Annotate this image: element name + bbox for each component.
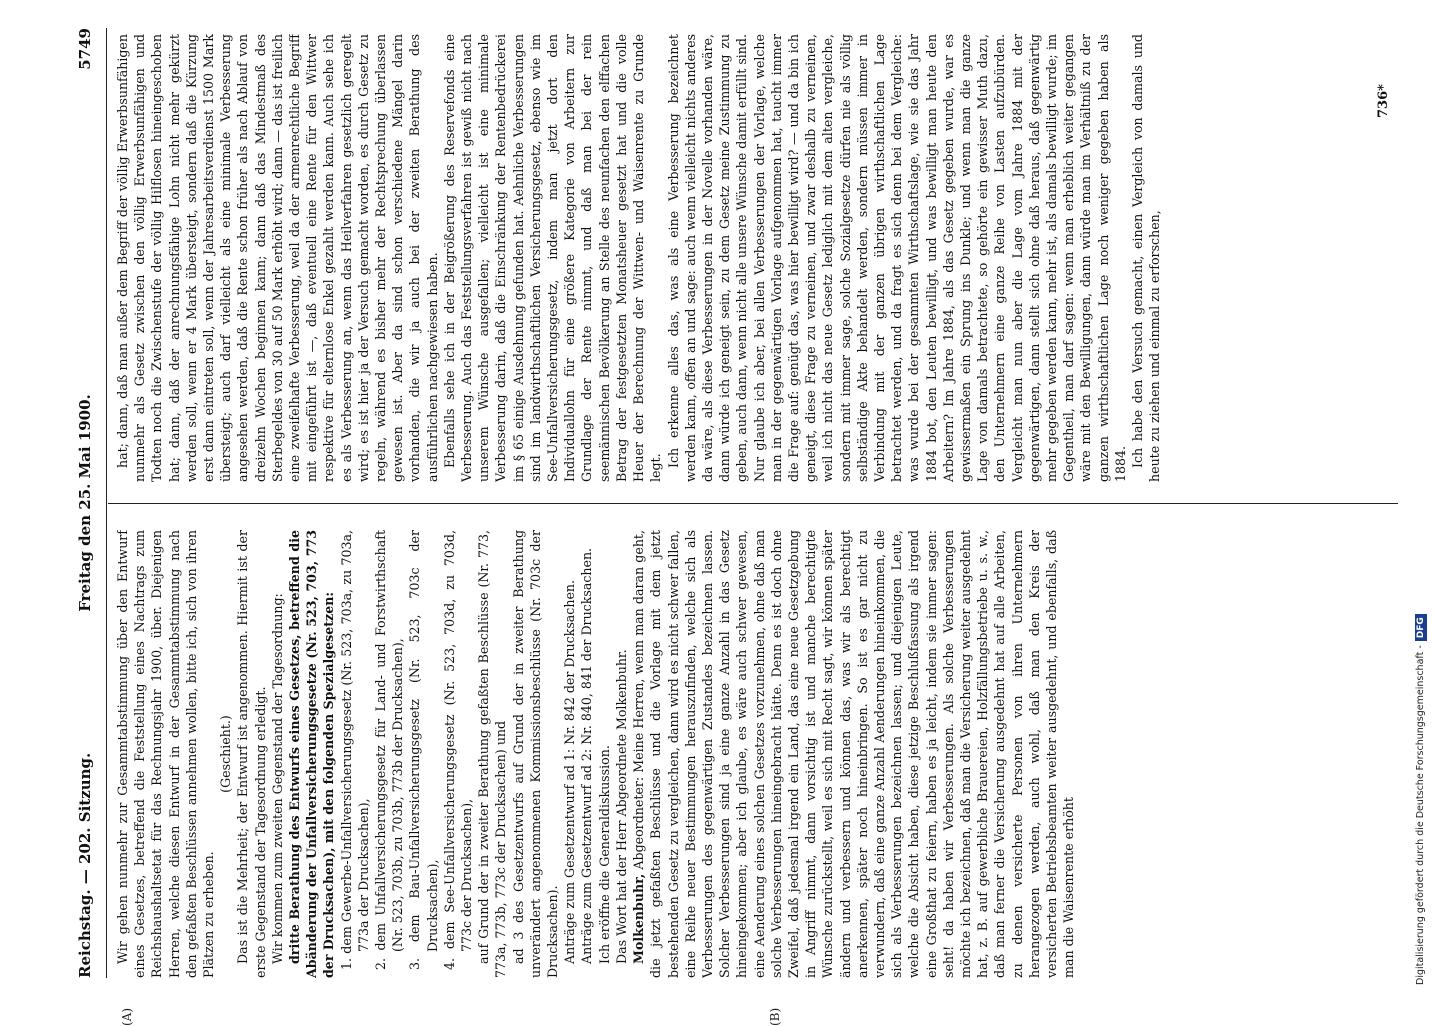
paragraph: Ich erkenne alles das, was als eine Verbesserung bezeichnet werden kann, offen an und sage: auch wenn vielleicht nichts anderes da wäre, als diese Verbesserungen in der Novelle vorhanden wäre, dann würde ich geneigt sein, zu dem Gesetz meine Zustimmung zu geben, auch dann, wenn nicht alle unsere Wünsche damit erfüllt sind. Nur glaube ich aber, bei allen Verbesserungen der Vorlage, welche man in der gegenwärtigen Vorlage aufgenommen hat, taucht immer die Frage auf: genügt das, was hier bewilligt wird? — und da bin ich geneigt, diese Frage zu verneinen, und zwar deshalb zu verneinen, weil ich nicht das neue Gesetz lediglich mit dem alten vergleiche, sondern mit immer sage, solche Sozialgesetze dürfen nie als völlig selbständige Akte behandelt werden, sondern müssen immer in Verbindung mit der ganzen übrigen wirthschaftlichen Lage betrachtet werden, und da fragt es sich denn bei dem Vergleiche: was wurde bei der gesammten Wirthschaftslage, wie sie das Jahr 1884 bot, den Leuten bewilligt, und was bewilligt man heute den Arbeitern? Im Jahre 1884, als das Gesetz gegeben wurde, war es gewissermaßen ein Sprung ins Dunkle; und wenn man die ganze Lage von damals betrachtete, so gehörte ein gewisser Muth dazu, den Unternehmern eine ganze Reihe von Lasten aufzubürden. Vergleicht man nun aber die Lage vom Jahre 1884 mit der gegenwärtigen, dann stellt sich ohne daß heraus, daß gegenwärtig mehr gegeben werden kann, mehr ist, als damals bewilligt wurde; im Gegentheil, man darf sagen: wenn man erheblich weiter gegangen wäre mit den Bewilligungen, dann würde man im Verhältniß zu der ganzen wirthschaftlichen Lage noch weniger gegeben haben als 1884. [665, 34, 1128, 482]
speaker-name: Molkenbuhr, [631, 873, 647, 964]
page-header [70, 28, 104, 978]
paragraph: hat; dann, daß man außer dem Begriff der völlig Erwerbsunfähigen nunmehr als Gesetz zwischen den völlig Erwerbsunfähigen und Todten noch die Zwischenstufe der völlig Hilflosen hineingeschoben hat; dann, daß der anrechnungsfähige Lohn nicht mehr gekürzt werden soll, wenn er 4 Mark übersteigt, sondern daß die Kürzung erst dann eintreten soll, wenn der Jahresarbeitsverdienst 1500 Mark übersteigt; auch darf vielleicht als eine minimale Verbesserung angesehen werden, daß die Rente schon früher als nach Ablauf von dreizehn Wochen beginnen kann; dann daß das Mindestmaß des Sterbegeldes von 30 auf 50 Mark erhöht wird; dann — das ist freilich eine zweifelhafte Verbesserung, weil da der armenrechtliche Begriff mit eingeführt ist —, daß eventuell eine Rente für den Wittwer respektive für elternlose Enkel gezahlt werden kann. Auch sehe ich es als Verbesserung an, wenn das Heilverfahren gesetzlich geregelt wird; es ist hier ja der Versuch gemacht worden, es durch Gesetz zu regeln, während es bisher mehr der Rechtsprechung überlassen gewesen ist. Aber da sind schon verschiedene Mängel darin vorhanden, die wir ja auch bei der zweiten Berathung des ausführlichen nachgewiesen haben. [115, 34, 440, 482]
dfg-logo: DFG [1415, 614, 1427, 641]
paragraph: Das ist die Mehrheit; der Entwurf ist angenommen. Hiermit ist der erste Gegenstand der Tagesordnung erledigt. [235, 530, 268, 978]
right-column [114, 34, 1404, 482]
list-item: 3. dem Bau-Unfallversicherungsgesetz (Nr. 523, 703c der Drucksachen), [407, 530, 440, 970]
agenda-item-title: dritte Berathung des Entwurfs eines Gesetzes, betreffend die Abänderung der Unfallversicherungsgesetze (Nr. 523, 703, 773 der Drucksachen), mit den folgenden Spezialgesetzen: [287, 530, 337, 978]
list-item: 1. dem Gewerbe-Unfallversicherungsgesetz (Nr. 523, 703a, zu 703a, 773a der Drucksachen), [338, 530, 371, 970]
paragraph: Wir gehen nunmehr zur Gesammtabstimmung über den Entwurf eines Gesetzes, betreffend die Feststellung eines Nachtrags zum Reichshaushaltsetat für das Rechnungsjahr 1900, über. Diejenigen Herren, welche diesen Entwurf in der Gesammtabstimmung nach den gefaßten Beschlüssen annehmen wollen, bitte ich, sich von ihren Plätzen zu erheben. [115, 530, 217, 978]
margin-letter-b: (B) [768, 1007, 782, 1026]
header-left: Reichstag. — 202. Sitzung. [76, 752, 94, 978]
left-column [114, 530, 1404, 978]
list-item: 2. dem Unfallversicherungsgesetz für Land- und Forstwirthschaft (Nr. 523, 703b, zu 703b, 773b der Drucksachen), [373, 530, 406, 970]
paragraph: Ebenfalls sehe ich in der Beigrößerung des Reservefonds eine Verbesserung. Auch das Feststellungsverfahren ist gewiß nicht nach unserem Wünsche ausgefallen; vielleicht ist eine minimale Verbesserung darin, daß die Einschränkung der Rentenbedrückerei im § 65 einige Ausdehnung gefunden hat. Aehnliche Verbesserungen sind im landwirthschaftlichen Versicherungsgesetz, ebenso wie im See-Unfallversicherungsgesetz, indem man jetzt dort den Individuallohn für eine größere Kategorie von Arbeitern zur Grundlage der Rente nimmt, und daß man bei der rein seemännischen Bevölkerung an Stelle des neunfachen den elffachen Betrag der festgesetzten Monatsheuer gesetzt hat und die volle Heuer der Berechnung der Wittwen- und Waisenrente zu Grunde legt. [441, 34, 664, 482]
digitization-note [1415, 614, 1427, 985]
column-divider [108, 503, 1398, 504]
paragraph: Anträge zum Gesetzentwurf ad 1: Nr. 842 der Drucksachen. [562, 579, 578, 964]
paragraph: ad 3 des Gesetzentwurfs auf Grund der in zweiter Berathung unverändert angenommenen Kommissionsbeschlüsse (Nr. 703c der Drucksachen). [510, 530, 561, 978]
speech-paragraph [630, 530, 1077, 978]
paragraph: Wir kommen zum zweiten Gegenstand der Tagesordnung: [269, 593, 285, 964]
digitization-text: Digitalisierung gefördert durch die Deutsche Forschungsgemeinschaft - [1415, 645, 1426, 985]
sheet-signature: 736* [1376, 84, 1391, 118]
paragraph: (Geschieht.) [218, 715, 234, 793]
paragraph: Das Wort hat der Herr Abgeordnete Molkenbuhr. [613, 649, 629, 964]
paragraph: Anträge zum Gesetzentwurf ad 2: Nr. 840, 841 der Drucksachen. [579, 547, 595, 964]
speech-text: Abgeordneter: Meine Herren, wenn man daran geht, die jetzt gefaßten Beschlüsse und die Vorlage mit dem jetzt bestehenden Gesetz zu vergleichen, dann wird es nicht schwer fallen, eine Reihe neuer Bestimmungen herauszufinden, welche sich als Verbesserungen des gegenwärtigen Zustandes bezeichnen lassen. Solcher Verbesserungen sind ja eine ganze Anzahl in das Gesetz hineingekommen; aber ich glaube, es wäre auch schwer gewesen, eine Aenderung eines solchen Gesetzes vorzunehmen, ohne daß man solche Verbesserungen hineingebracht hätte. Denn es ist doch ohne Zweifel, daß jedesmal irgend ein Land, das eine neue Gesetzgebung in Angriff nimmt, dann vorsichtig ist und manche berechtigte Wünsche zurückstellt, weil es sich mit Recht sagt, wir können später ändern und verbessern und können das, was wir als berechtigt anerkennen, später noch hineinbringen. So ist es gar nicht zu verwundern, daß eine ganze Anzahl Aenderungen hineinkommen, die sich als Verbesserungen bezeichnen lassen; und diejenigen Leute, welche die Absicht haben, diese jetzige Beschlußfassung als irgend eine Großthat zu feiern, haben es ja leicht, indem sie immer sagen: seht! da haben wir Verbesserungen. Als solche Verbesserungen möchte ich bezeichnen, daß man die Versicherung weiter ausgedehnt hat, z. B. auf gewerbliche Brauereien, Holzfällungsbetriebe u. s. w., daß man ferner die Versicherung ausgedehnt hat auf alle Arbeiten, zu denen versicherte Personen von ihren Unternehmern herangezogen werden, auch wohl, daß man den Kreis der versicherten Betriebsbeamten weiter ausgedehnt, und ebenfalls, daß man die Waisenrente erhöht [631, 530, 1077, 978]
document-page [70, 28, 1410, 1026]
paragraph: Ich eröffne die Generaldiskussion. [596, 745, 612, 964]
list-item: 4. dem See-Unfallversicherungsgesetz (Nr. 523, 703d, zu 703d, 773c der Drucksachen), [441, 530, 475, 970]
header-date: Freitag den 25. Mai 1900. [76, 394, 94, 612]
paragraph: auf Grund der in zweiter Berathung gefaßten Beschlüsse (Nr. 773, 773a, 773b, 773c der Drucksachen) und [476, 530, 509, 978]
header-rule [106, 28, 107, 978]
paragraph: Ich habe den Versuch gemacht, einen Vergleich von damals und heute zu ziehen und einmal zu erforschen, [1129, 34, 1163, 482]
page-number: 5749 [76, 28, 94, 70]
margin-letter-a: (A) [120, 1007, 134, 1026]
